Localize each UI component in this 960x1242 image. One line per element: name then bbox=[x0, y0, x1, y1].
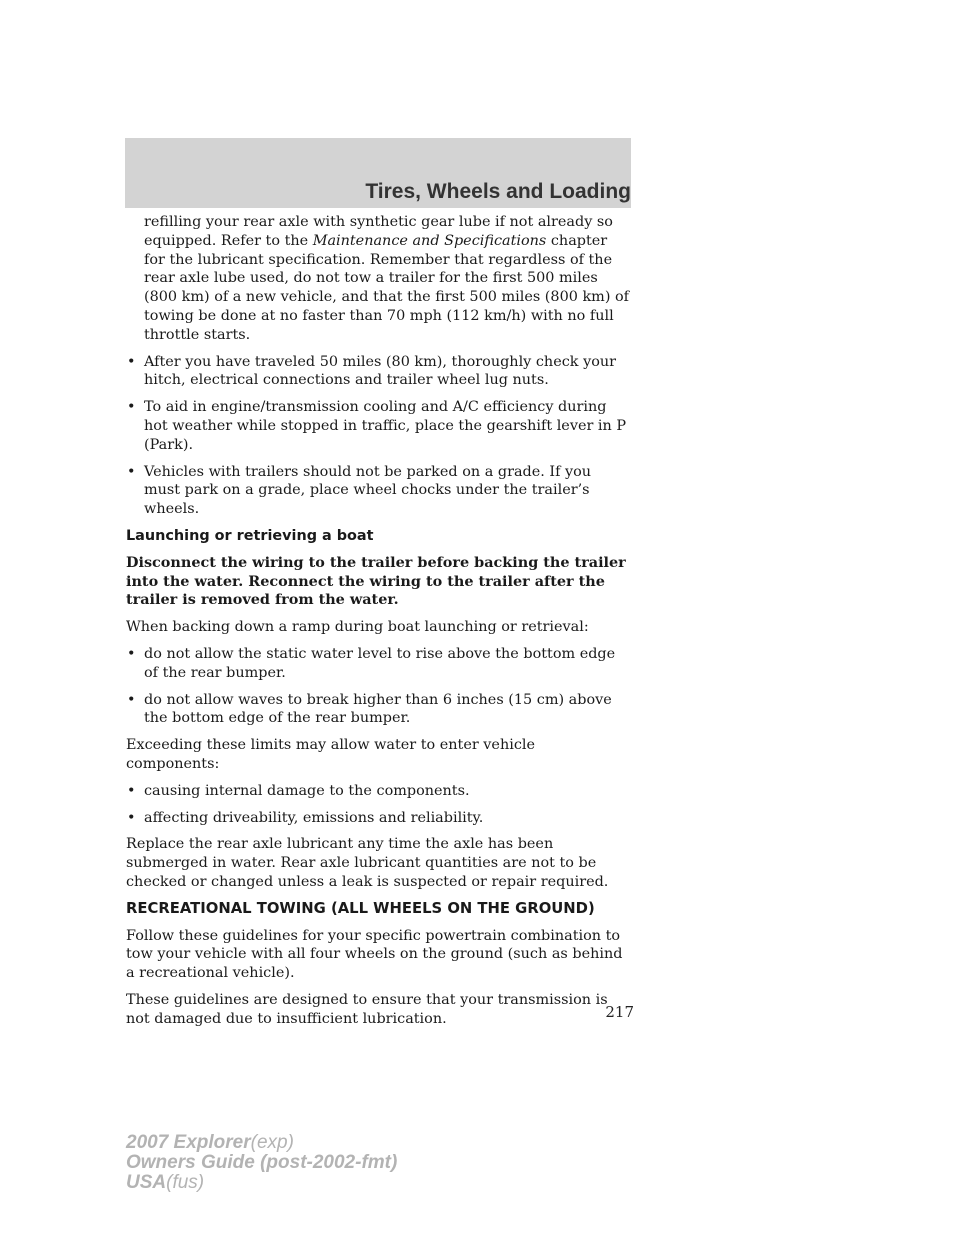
bullet-icon: • bbox=[127, 782, 136, 799]
list-item-text: affecting driveability, emissions and reliability. bbox=[144, 809, 484, 826]
bullet-icon: • bbox=[127, 463, 136, 480]
bullet-icon: • bbox=[127, 353, 136, 370]
list-item bbox=[126, 782, 631, 801]
list-item bbox=[126, 353, 631, 391]
list-item-text: After you have traveled 50 miles (80 km), thoroughly check your hitch, electrical connections and trailer wheel lug nuts. bbox=[144, 353, 617, 389]
ramp-intro: When backing down a ramp during boat launching or retrieval: bbox=[126, 619, 589, 636]
list-item bbox=[126, 645, 631, 683]
footer-model: 2007 Explorer bbox=[126, 1132, 251, 1153]
footer-line-market bbox=[126, 1173, 397, 1193]
guidelines-paragraph: Follow these guidelines for your specific powertrain combination to tow your vehicle with all four wheels on the ground (such as behind a recreational vehicle). bbox=[126, 927, 623, 982]
list-item-text: Vehicles with trailers should not be parked on a grade. If you must park on a grade, place wheel chocks under the trailer’s wheels. bbox=[144, 463, 592, 518]
recreational-towing-heading: RECREATIONAL TOWING (ALL WHEELS ON THE GROUND) bbox=[126, 899, 595, 917]
list-item-text: To aid in engine/transmission cooling and A/C efficiency during hot weather while stopped in traffic, place the gearshift lever in P (Park). bbox=[144, 399, 627, 453]
section-title: Tires, Wheels and Loading bbox=[365, 180, 631, 203]
list-item-text: do not allow the static water level to rise above the bottom edge of the rear bumper. bbox=[144, 645, 616, 681]
document-footer bbox=[126, 1133, 397, 1193]
lubrication-paragraph: These guidelines are designed to ensure that your transmission is not damaged due to insufficient lubrication. bbox=[126, 991, 608, 1027]
bullet-icon: • bbox=[127, 399, 136, 416]
wiring-warning: Disconnect the wiring to the trailer before backing the trailer into the water. Reconnect the wiring to the trailer after the trailer is removed from the water. bbox=[126, 553, 626, 609]
chapter-reference: Maintenance and Specifications bbox=[312, 232, 547, 249]
footer-market: USA bbox=[126, 1172, 167, 1193]
bullet-icon: • bbox=[127, 809, 136, 826]
boat-section-heading: Launching or retrieving a boat bbox=[126, 527, 374, 544]
bullet-icon: • bbox=[127, 645, 136, 662]
list-item bbox=[126, 398, 631, 454]
replace-lubricant-text: Replace the rear axle lubricant any time the axle has been submerged in water. Rear axle lubricant quantities are not to be checked or changed unless a leak is suspected or repair required. bbox=[126, 836, 609, 890]
intro-text-part1: refilling your rear axle with synthetic gear lube if not already so equipped. Refer to the bbox=[144, 214, 613, 249]
page-body bbox=[126, 213, 631, 1036]
footer-guide: Owners Guide (post-2002-fmt) bbox=[126, 1152, 398, 1173]
intro-text-part2: chapter for the lubricant specification. Remember that regardless of the rear axle lube used, do not tow a trailer for the first 500 miles (800 km) of a new vehicle, and that the first 500 miles (800 km) of towing be done at no faster than 70 mph (112 km/h) with no full throttle starts. bbox=[144, 232, 630, 343]
list-item-text: causing internal damage to the components. bbox=[144, 782, 470, 799]
footer-line-model bbox=[126, 1133, 397, 1153]
list-item bbox=[126, 463, 631, 519]
footer-market-code: (fus) bbox=[166, 1172, 205, 1193]
list-item-text: do not allow waves to break higher than 6 inches (15 cm) above the bottom edge of the rear bumper. bbox=[144, 691, 612, 727]
list-item bbox=[126, 691, 631, 729]
intro-paragraph bbox=[126, 213, 631, 345]
limits-text: Exceeding these limits may allow water to enter vehicle components: bbox=[126, 737, 535, 772]
footer-model-code: (exp) bbox=[250, 1132, 294, 1153]
bullet-icon: • bbox=[127, 691, 136, 708]
page-number: 217 bbox=[605, 1003, 634, 1021]
list-item bbox=[126, 809, 631, 828]
